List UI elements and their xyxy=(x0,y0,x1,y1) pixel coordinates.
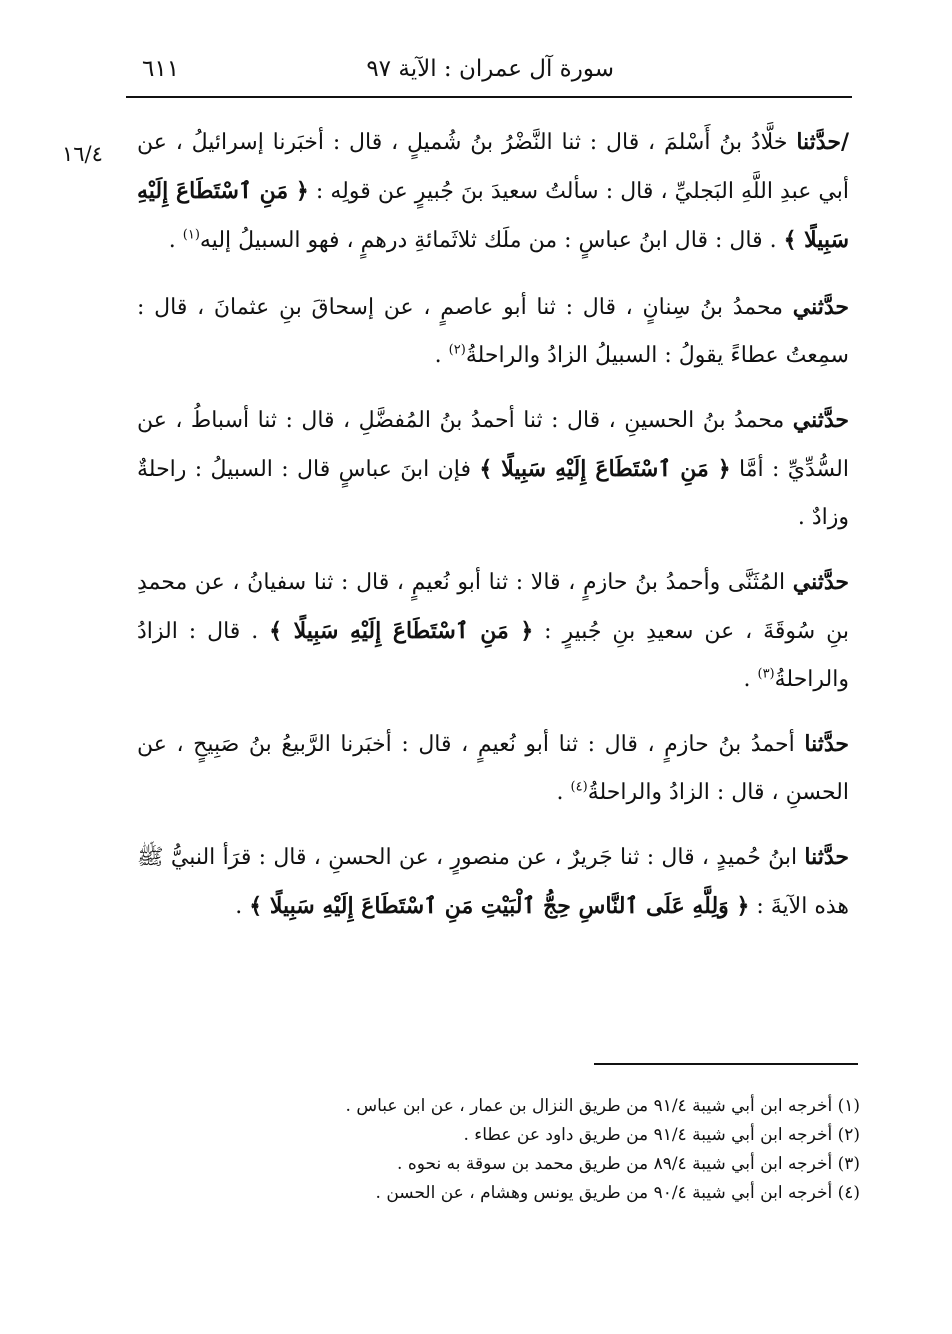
quran-verse: ﴿ وَلِلَّهِ عَلَى ٱلنَّاسِ حِجُّ ٱلْبَيْتِ مَنِ ٱسْتَطَاعَ إِلَيْهِ سَبِيلًا ﴾ xyxy=(249,893,750,919)
quran-verse: ﴿ مَنِ ٱسْتَطَاعَ إِلَيْهِ سَبِيلًا ﴾ xyxy=(137,178,849,253)
footnote: (٤) أخرجه ابن أبي شيبة ٩٠/٤ من طريق يونس وهشام ، عن الحسن . xyxy=(375,1183,860,1203)
hadith-paragraph xyxy=(137,558,849,704)
page-header xyxy=(126,52,852,98)
paragraph-tail: فإن ابنَ عباسٍ قال : السبيلُ : راحلةٌ وزادٌ . xyxy=(137,457,849,530)
paragraph-lead: حدَّثنا xyxy=(804,731,850,757)
paragraph-text: خلَّادُ بنُ أَسْلمَ ، قال : ثنا النَّضْرُ بنُ شُميلٍ ، قال : أخبَرنا إسرائيلُ ، عن أبي عبدِ اللَّهِ البَجليِّ ، قال : سألتُ سعيدَ بنَ جُبيرٍ عن قولِه : xyxy=(137,130,849,204)
paragraph-text: المُثَنَّى وأحمدُ بنُ حازمٍ ، قالا : ثنا أبو نُعيمٍ ، قال : ثنا سفيانُ ، عن محمدِ بنِ سُوقَةَ ، عن سعيدِ بنِ جُبيرٍ : xyxy=(137,570,849,644)
paragraph-end: . xyxy=(556,780,571,805)
footnotes xyxy=(200,1092,860,1208)
paragraph-lead: حدَّثنا xyxy=(804,844,849,870)
footnote-divider xyxy=(594,1063,858,1065)
main-text xyxy=(137,118,849,947)
footnote: (٣) أخرجه ابن أبي شيبة ٨٩/٤ من طريق محمد بن سوقة به نحوه . xyxy=(397,1154,860,1174)
hadith-paragraph xyxy=(137,283,849,380)
hadith-paragraph xyxy=(137,720,849,817)
hadith-paragraph xyxy=(137,396,849,542)
paragraph-tail: . قال : قال ابنُ عباسٍ : من ملَك ثلاثَمائةِ درهمٍ ، فهو السبيلُ إليه xyxy=(199,228,777,253)
paragraph-end: . xyxy=(434,343,449,368)
footnote-marker: (٣) xyxy=(757,666,775,682)
paragraph-lead: /حدَّثنا xyxy=(796,129,849,155)
footnote-marker: (٢) xyxy=(448,342,466,358)
paragraph-text: محمدُ بنُ الحسينِ ، قال : ثنا أحمدُ بنُ المُفضَّلِ ، قال : ثنا أسباطُ ، عن السُّدِّيِّ : أمَّا xyxy=(137,408,849,482)
quran-verse: ﴿ مَنِ ٱسْتَطَاعَ إِلَيْهِ سَبِيلًا ﴾ xyxy=(479,456,731,482)
paragraph-tail: . قال : الزادُ والراحلةُ xyxy=(137,619,849,692)
paragraph-lead: حدَّثني xyxy=(792,569,849,595)
footnote: (١) أخرجه ابن أبي شيبة ٩١/٤ من طريق النزال بن عمار ، عن ابن عباس . xyxy=(345,1096,860,1116)
paragraph-end: . xyxy=(168,228,183,253)
paragraph-lead: حدَّثني xyxy=(792,294,849,320)
hadith-paragraph xyxy=(137,833,849,931)
page-number: ٦١١ xyxy=(142,56,180,82)
quran-verse: ﴿ مَنِ ٱسْتَطَاعَ إِلَيْهِ سَبِيلًا ﴾ xyxy=(269,618,534,644)
footnote-marker: (٤) xyxy=(570,779,588,795)
margin-reference: ١٦/٤ xyxy=(62,142,103,166)
paragraph-tail: . xyxy=(235,894,243,919)
footnote: (٢) أخرجه ابن أبي شيبة ٩١/٤ من طريق داود عن عطاء . xyxy=(463,1125,860,1145)
running-title: سورة آل عمران : الآية ٩٧ xyxy=(366,56,614,82)
header-divider xyxy=(126,96,852,98)
paragraph-text: ابنُ حُميدٍ ، قال : ثنا جَريرٌ ، عن منصورٍ ، عن الحسنِ ، قال : قرَأ النبيُّ ﷺ هذه الآيةَ : xyxy=(137,845,849,919)
footnote-marker: (١) xyxy=(182,227,200,243)
paragraph-end: . xyxy=(743,667,758,692)
hadith-paragraph xyxy=(137,118,849,265)
paragraph-text: أحمدُ بنُ حازمٍ ، قال : ثنا أبو نُعيمٍ ، قال : أخبَرنا الرَّبيعُ بنُ صَبِيحٍ ، عن الحسنِ ، قال : الزادُ والراحلةُ xyxy=(137,732,849,805)
paragraph-text: محمدُ بنُ سِنانٍ ، قال : ثنا أبو عاصمٍ ، عن إسحاقَ بنِ عثمانَ ، قال : سمِعتُ عطاءً يقولُ : السبيلُ الزادُ والراحلةُ xyxy=(137,295,849,368)
paragraph-lead: حدَّثني xyxy=(792,407,849,433)
